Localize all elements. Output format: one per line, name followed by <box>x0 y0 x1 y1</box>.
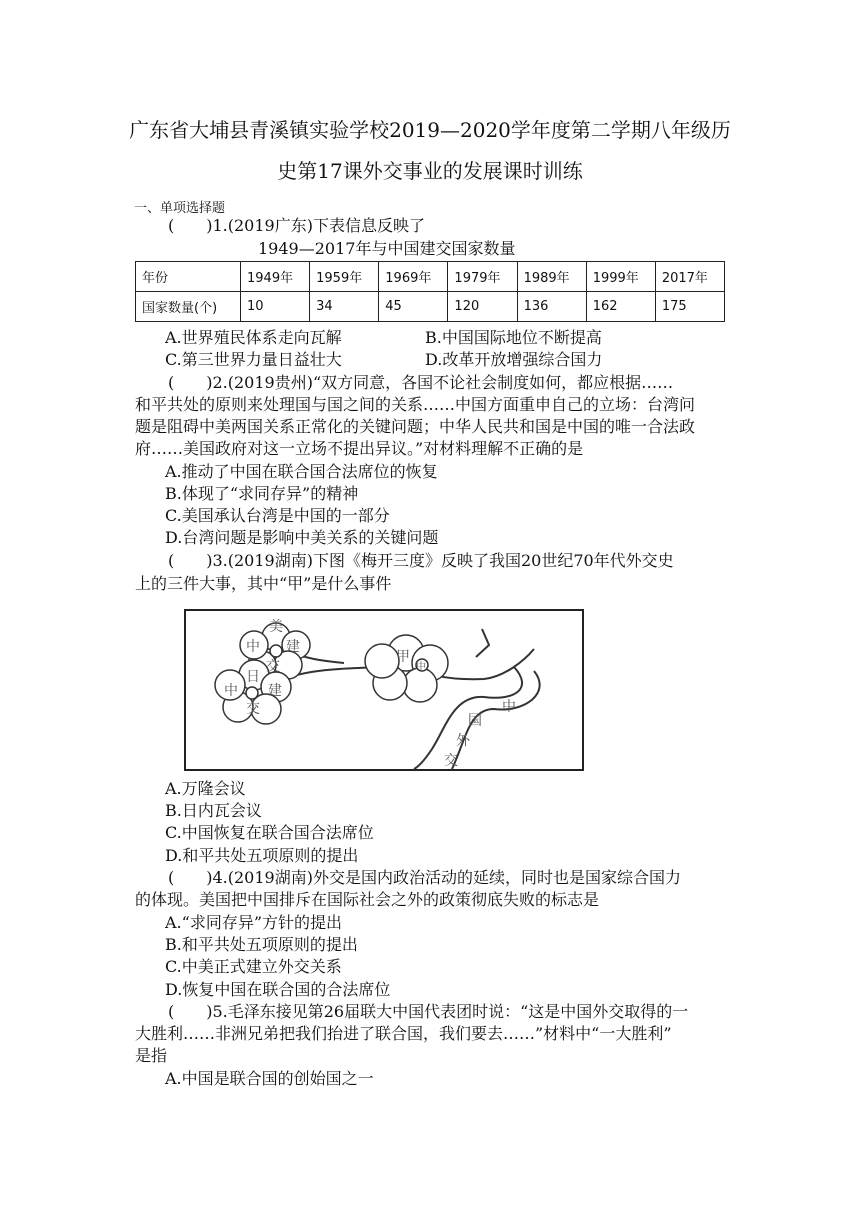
figure-label: 中 <box>224 683 238 699</box>
table-cell: 年份 <box>136 262 241 292</box>
table-cell: 国家数量(个) <box>136 292 241 322</box>
question-2-option-a: A.推动了中国在联合国合法席位的恢复 <box>165 462 438 481</box>
question-4-line: ( )4.(2019湖南)外交是国内政治活动的延续，同时也是国家综合国力 <box>168 868 681 887</box>
table-cell: 1969年 <box>379 262 448 292</box>
figure-label: 交 <box>246 701 260 717</box>
table-cell: 1959年 <box>310 262 379 292</box>
question-2-line: 题是阻碍中美两国关系正常化的关键问题；中华人民共和国是中国的唯一合法政 <box>135 417 696 436</box>
question-3-option-a: A.万隆会议 <box>165 779 246 798</box>
question-4-line: 的体现。美国把中国排斥在国际社会之外的政策彻底失败的标志是 <box>135 890 600 909</box>
question-1-stem: ( )1.(2019广东)下表信息反映了 <box>168 216 425 235</box>
figure-label: 外 <box>456 733 470 749</box>
table-cell: 162 <box>586 292 655 322</box>
question-5-option-a: A.中国是联合国的创始国之一 <box>165 1069 374 1088</box>
table-cell: 10 <box>241 292 310 322</box>
question-4-option-b: B.和平共处五项原则的提出 <box>165 935 358 954</box>
table-row-header <box>136 262 725 292</box>
table-cell: 120 <box>448 292 517 322</box>
figure-label: 建 <box>268 683 282 699</box>
question-3-line: 上的三件大事，其中“甲”是什么事件 <box>135 574 392 593</box>
table-cell: 2017年 <box>655 262 724 292</box>
question-2-option-b: B.体现了“求同存异”的精神 <box>165 484 359 503</box>
table-row <box>136 292 725 322</box>
question-4-option-a: A.“求同存异”方针的提出 <box>165 913 343 932</box>
plum-blossom-figure <box>184 609 584 771</box>
question-3-option-b: B.日内瓦会议 <box>165 801 262 820</box>
question-3-option-c: C.中国恢复在联合国合法席位 <box>165 823 374 842</box>
figure-label: 中 <box>502 699 516 715</box>
question-2-line: ( )2.(2019贵州)“双方同意，各国不论社会制度如何，都应根据…… <box>168 373 674 392</box>
table-cell: 1979年 <box>448 262 517 292</box>
figure-label: 中 <box>416 662 426 673</box>
question-5-line: 大胜利……非洲兄弟把我们抬进了联合国，我们要去……”材料中“一大胜利” <box>135 1024 672 1043</box>
figure-label: 甲 <box>396 649 410 665</box>
question-5-line: ( )5.毛泽东接见第26届联大中国代表团时说：“这是中国外交取得的一 <box>168 1002 689 1021</box>
question-2-line: 和平共处的原则来处理国与国之间的关系……中国方面重申自己的立场：台湾问 <box>135 395 696 414</box>
question-4-option-d: D.恢复中国在联合国的合法席位 <box>165 980 391 999</box>
table-cell: 1989年 <box>517 262 586 292</box>
table-caption: 1949—2017年与中国建交国家数量 <box>258 239 516 258</box>
question-2-option-d: D.台湾问题是影响中美关系的关键问题 <box>165 528 439 547</box>
question-1-option-d: D.改革开放增强综合国力 <box>425 350 603 369</box>
document-title-line-1: 广东省大埔县青溪镇实验学校2019—2020学年度第二学期八年级历 <box>129 118 731 142</box>
figure-label: 日 <box>246 669 260 685</box>
diplomatic-relations-table <box>135 261 725 322</box>
question-2-line: 府……美国政府对这一立场不提出异议。”对材料理解不正确的是 <box>135 439 584 458</box>
question-2-option-c: C.美国承认台湾是中国的一部分 <box>165 506 390 525</box>
figure-label: 建 <box>286 639 300 655</box>
table-cell: 1949年 <box>241 262 310 292</box>
document-title-line-2: 史第17课外交事业的发展课时训练 <box>277 159 583 183</box>
question-3-option-d: D.和平共处五项原则的提出 <box>165 846 359 865</box>
figure-label: 国 <box>468 713 482 729</box>
question-5-line: 是指 <box>135 1046 168 1065</box>
table-cell: 34 <box>310 292 379 322</box>
question-4-option-c: C.中美正式建立外交关系 <box>165 957 342 976</box>
figure-label: 中 <box>246 639 260 655</box>
table-cell: 136 <box>517 292 586 322</box>
figure-label: 美 <box>269 619 283 635</box>
question-3-line: ( )3.(2019湖南)下图《梅开三度》反映了我国20世纪70年代外交史 <box>168 551 674 570</box>
table-cell: 175 <box>655 292 724 322</box>
question-1-option-a: A.世界殖民体系走向瓦解 <box>165 328 342 347</box>
question-1-option-b: B.中国国际地位不断提高 <box>425 328 602 347</box>
question-1-option-c: C.第三世界力量日益壮大 <box>165 350 342 369</box>
figure-label: 交 <box>266 659 280 675</box>
table-cell: 45 <box>379 292 448 322</box>
section-heading: 一、单项选择题 <box>134 201 226 216</box>
table-cell: 1999年 <box>586 262 655 292</box>
figure-label: 交 <box>444 753 458 769</box>
